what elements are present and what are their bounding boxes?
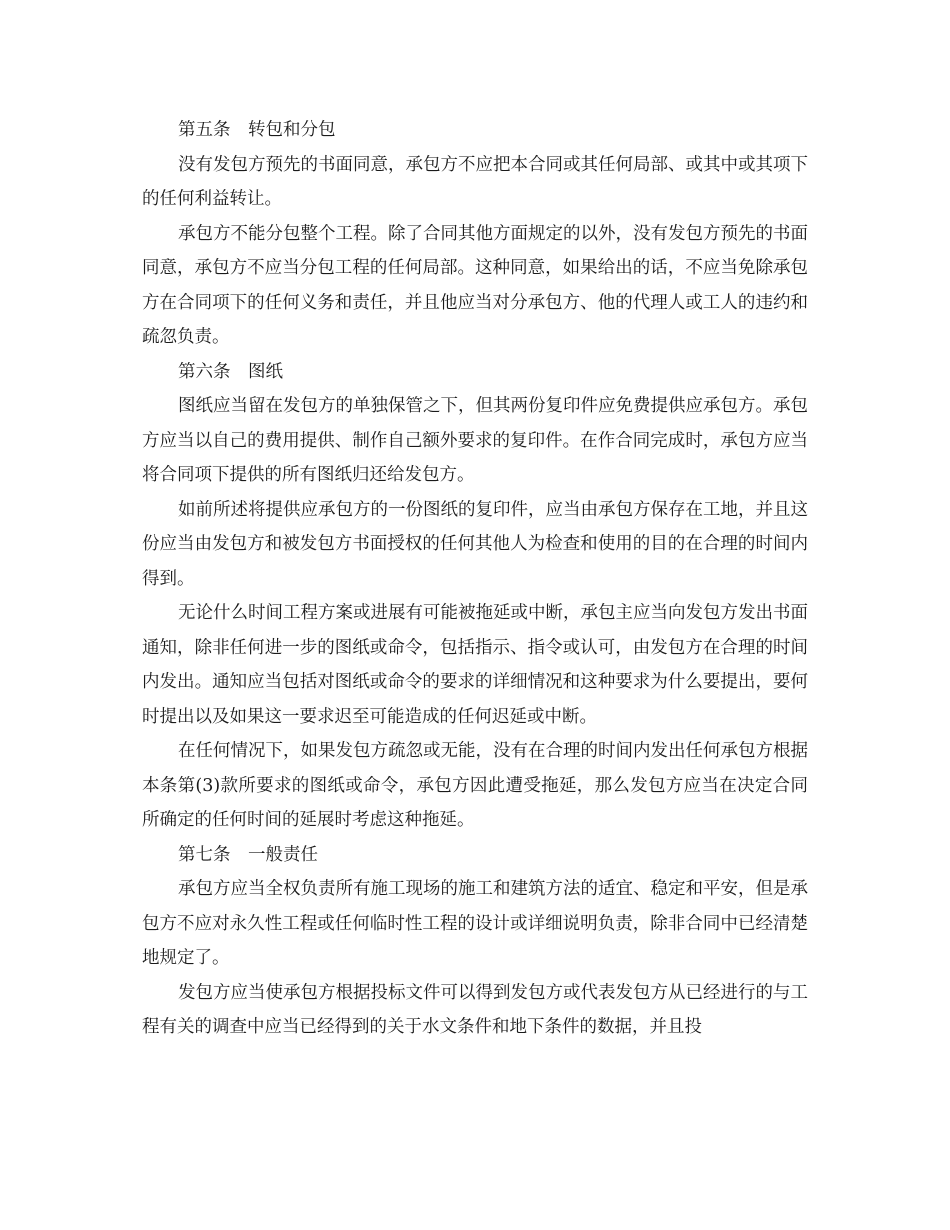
paragraph: 无论什么时间工程方案或进展有可能被拖延或中断，承包主应当向发包方发出书面通知，除非任何进一步的图纸或命令，包括指示、指令或认可，由发包方在合理的时间内发出。通知应当包括对图纸或命令的要求的详细情况和这种要求为什么要提出，要何时提出以及如果这一要求迟至可能造成的任何迟延或中断。	[142, 603, 808, 727]
paragraph: 在任何情况下，如果发包方疏忽或无能，没有在合理的时间内发出任何承包方根据本条第(3)款所要求的图纸或命令，承包方因此遭受拖延，那么发包方应当在决定合同所确定的任何时间的延展时考虑这种拖延。	[142, 741, 808, 830]
section-heading-7: 第七条 一般责任	[178, 844, 318, 865]
document-page	[142, 113, 808, 1045]
paragraph: 图纸应当留在发包方的单独保管之下，但其两份复印件应免费提供应承包方。承包方应当以自己的费用提供、制作自己额外要求的复印件。在作合同完成时，承包方应当将合同项下提供的所有图纸归还给发包方。	[142, 396, 808, 485]
paragraph: 承包方应当全权负责所有施工现场的施工和建筑方法的适宜、稳定和平安，但是承包方不应对永久性工程或任何临时性工程的设计或详细说明负责，除非合同中已经清楚地规定了。	[142, 879, 808, 968]
section-heading-5: 第五条 转包和分包	[178, 120, 336, 140]
paragraph: 承包方不能分包整个工程。除了合同其他方面规定的以外，没有发包方预先的书面同意，承包方不应当分包工程的任何局部。这种同意，如果给出的话，不应当免除承包方在合同项下的任何义务和责任，并且他应当对分承包方、他的代理人或工人的违约和疏忽负责。	[142, 223, 808, 347]
paragraph: 没有发包方预先的书面同意，承包方不应把本合同或其任何局部、或其中或其项下的任何利益转让。	[142, 154, 808, 209]
section-heading-6: 第六条 图纸	[178, 361, 283, 382]
paragraph: 如前所述将提供应承包方的一份图纸的复印件，应当由承包方保存在工地，并且这份应当由发包方和被发包方书面授权的任何其他人为检查和使用的目的在合理的时间内得到。	[142, 499, 808, 589]
paragraph: 发包方应当使承包方根据投标文件可以得到发包方或代表发包方从已经进行的与工程有关的调查中应当已经得到的关于水文条件和地下条件的数据，并且投	[142, 982, 808, 1037]
